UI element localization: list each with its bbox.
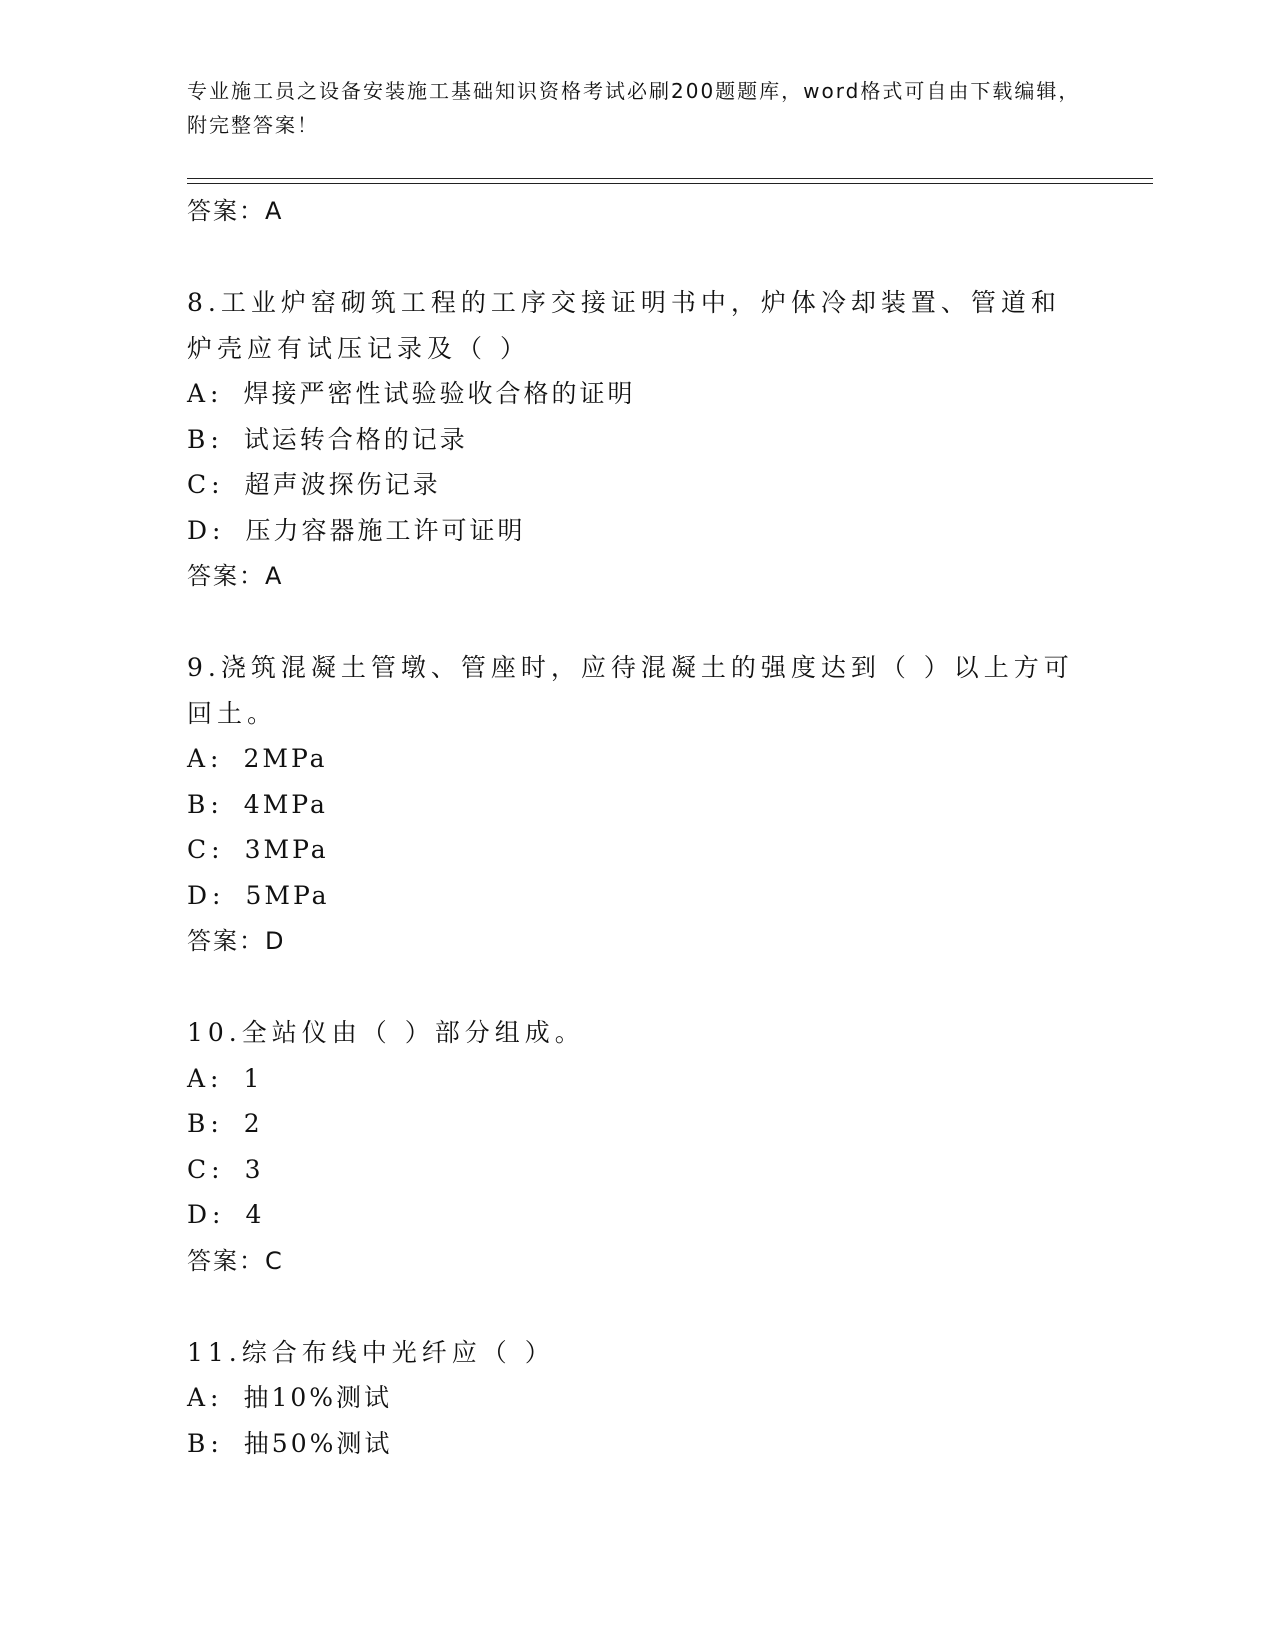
option-row (187, 417, 1087, 463)
option-key: C: (187, 470, 225, 499)
option-row (187, 371, 1087, 417)
question-block (187, 1330, 1087, 1467)
option-row (187, 827, 1087, 873)
option-key: A: (187, 379, 224, 408)
option-value: 试运转合格的记录 (243, 424, 468, 454)
question-block (187, 645, 1087, 964)
option-value: 焊接严密性试验验收合格的证明 (243, 379, 636, 408)
question-text: 9.浇筑混凝土管墩、管座时，应待混凝土的强度达到（ ）以上方可回土。 (187, 653, 1074, 728)
option-value: 压力容器施工许可证明 (245, 515, 526, 545)
document-header: 专业施工员之设备安装施工基础知识资格考试必刷200题题库，word格式可自由下载编辑，附完整答案！ (187, 79, 1081, 137)
option-key: B: (187, 1428, 224, 1458)
answer-line: 答案：A (187, 562, 284, 590)
question-text: 8.工业炉窑砌筑工程的工序交接证明书中，炉体冷却装置、管道和炉壳应有试压记录及（ ） (187, 288, 1061, 363)
option-value: 超声波探伤记录 (244, 470, 441, 499)
question-block (187, 1010, 1087, 1284)
option-key: B: (187, 424, 224, 454)
option-value: 4 (245, 1200, 265, 1229)
option-row (187, 1056, 1087, 1102)
option-key: A: (187, 744, 224, 773)
option-row (187, 1192, 1087, 1238)
answer-line: 答案：A (187, 197, 284, 225)
question-list (187, 188, 1087, 1466)
option-key: D: (187, 1200, 226, 1229)
option-row (187, 782, 1087, 828)
option-value: 3 (244, 1154, 264, 1184)
option-key: C: (187, 1154, 225, 1184)
option-row (187, 508, 1087, 554)
option-value: 2 (243, 1109, 263, 1138)
option-row (187, 1147, 1087, 1193)
spacer (187, 599, 1087, 645)
question-text: 10.全站仪由（ ）部分组成。 (187, 1018, 585, 1047)
option-row (187, 1101, 1087, 1147)
option-row (187, 1421, 1087, 1467)
option-value: 5MPa (245, 880, 330, 910)
answer-line: 答案：D (187, 927, 286, 955)
option-value: 抽50%测试 (243, 1428, 393, 1458)
option-value: 3MPa (244, 835, 329, 864)
option-value: 2MPa (243, 744, 328, 773)
question-text: 11.综合布线中光纤应（ ） (187, 1337, 555, 1367)
header-rule-top (187, 178, 1153, 179)
option-value: 1 (243, 1063, 263, 1093)
answer-line: 答案：C (187, 1246, 284, 1275)
option-key: A: (187, 1383, 224, 1412)
option-value: 4MPa (243, 789, 328, 819)
option-key: D: (187, 880, 226, 910)
option-row (187, 462, 1087, 508)
option-key: C: (187, 835, 225, 864)
option-row (187, 1375, 1087, 1421)
option-value: 抽10%测试 (243, 1383, 393, 1412)
option-key: B: (187, 1109, 224, 1138)
option-row (187, 736, 1087, 782)
option-row (187, 873, 1087, 919)
option-key: A: (187, 1063, 224, 1093)
question-block (187, 280, 1087, 599)
option-key: D: (187, 515, 226, 545)
option-key: B: (187, 789, 224, 819)
header-rule-bottom (187, 183, 1153, 184)
spacer (187, 964, 1087, 1010)
spacer (187, 1284, 1087, 1330)
spacer (187, 234, 1087, 280)
